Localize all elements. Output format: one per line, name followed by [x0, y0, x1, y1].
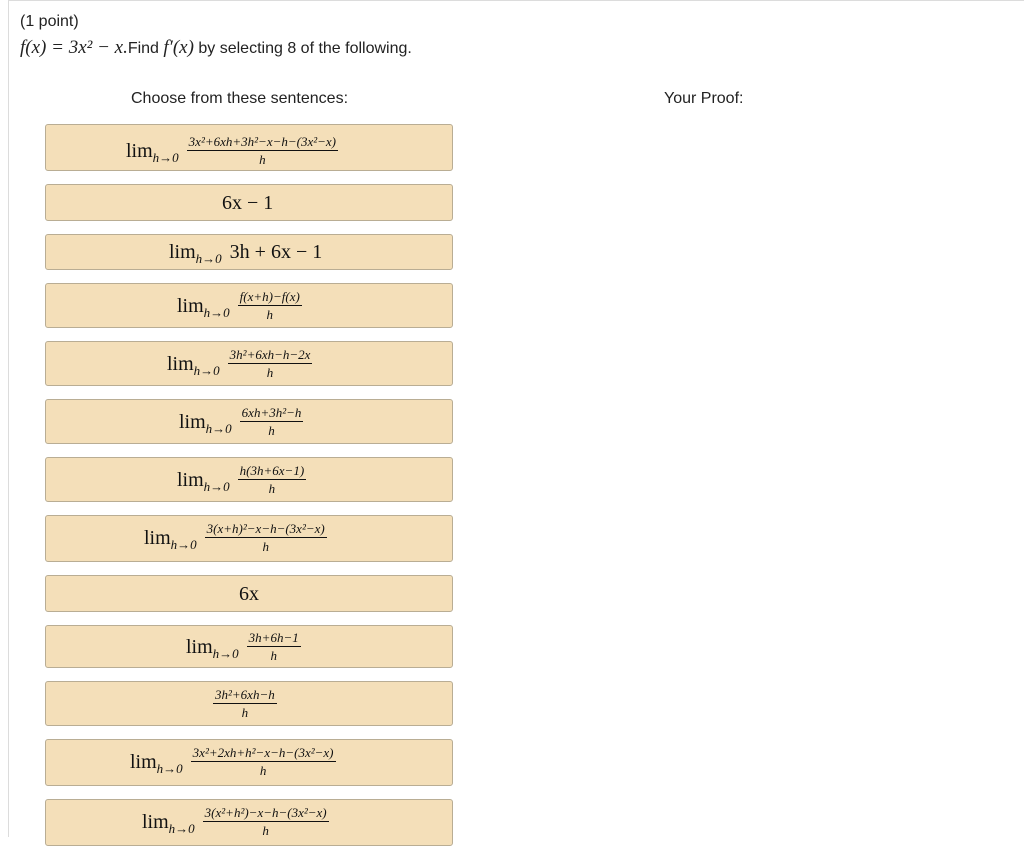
sentence-card[interactable] [45, 515, 453, 562]
fraction [228, 347, 313, 382]
numerator: 3(x²+h²)−x−h−(3x²−x) [204, 805, 327, 820]
lim-label: $\lim_{h\to 0}$ [142, 811, 195, 836]
sentence-card[interactable] [45, 283, 453, 328]
denominator: h [270, 648, 277, 663]
sentence-card[interactable] [45, 399, 453, 444]
fraction [238, 463, 306, 498]
lim-label: $\lim_{h\to 0}$ [169, 241, 222, 266]
fraction [187, 134, 338, 169]
fraction [191, 745, 336, 780]
denominator: h [259, 763, 267, 778]
math-expression [167, 347, 312, 382]
lim-label: $\lim_{h\to 0}$ [179, 411, 232, 436]
choose-heading: Choose from these sentences: [131, 90, 349, 107]
math-expression [213, 687, 277, 722]
expression: 3h + 6x − 1 [229, 241, 323, 263]
proof-heading: Your Proof: [664, 90, 744, 107]
numerator: 3x²+2xh+h²−x−h−(3x²−x) [192, 745, 334, 760]
math-expression [130, 745, 336, 780]
lim-label: $\lim_{h\to 0}$ [126, 140, 179, 165]
math-expression [239, 583, 259, 606]
denominator: h [241, 705, 249, 720]
lim-label: $\lim_{h\to 0}$ [144, 527, 197, 552]
fraction [247, 630, 301, 665]
sentence-card[interactable] [45, 625, 453, 668]
points-label: (1 point) [20, 13, 79, 30]
denominator: h [262, 823, 269, 838]
question-text [20, 37, 412, 59]
find-text: Find [127, 40, 164, 57]
math-expression [186, 630, 301, 665]
sentence-card[interactable] [45, 341, 453, 386]
fraction [213, 687, 277, 722]
sentence-card[interactable] [45, 184, 453, 221]
expression: 6x [239, 583, 259, 605]
lim-label: $\lim_{h\to 0}$ [177, 469, 230, 494]
denominator: h [259, 152, 266, 167]
fraction [203, 805, 329, 840]
derivative-symbol: f′(x) [163, 37, 194, 58]
function-definition: f(x) = 3x² − x. [20, 37, 128, 58]
lim-label: $\lim_{h\to 0}$ [177, 295, 230, 320]
math-expression [177, 289, 302, 324]
math-expression [142, 805, 329, 840]
numerator: 3x²+6xh+3h²−x−h−(3x²−x) [188, 134, 337, 149]
expression: 6x − 1 [222, 192, 274, 214]
lim-label: $\lim_{h\to 0}$ [186, 636, 239, 661]
sentence-card[interactable] [45, 234, 453, 270]
numerator: 3h²+6xh−h−2x [229, 347, 311, 362]
instruction-text: by selecting 8 of the following. [193, 40, 412, 57]
fraction [238, 289, 302, 324]
numerator: 3h²+6xh−h [215, 687, 275, 702]
numerator: 3h+6h−1 [248, 630, 299, 645]
denominator: h [268, 423, 275, 438]
numerator: h(3h+6x−1) [239, 463, 305, 478]
math-expression [169, 241, 322, 264]
sentence-card[interactable] [45, 124, 453, 171]
fraction [240, 405, 304, 440]
sentence-card[interactable] [45, 575, 453, 612]
denominator: h [266, 307, 273, 322]
math-expression [144, 521, 327, 556]
sentence-card[interactable] [45, 681, 453, 726]
math-expression [179, 405, 303, 440]
math-expression [222, 192, 273, 215]
numerator: 3(x+h)²−x−h−(3x²−x) [206, 521, 325, 536]
lim-label: $\lim_{h\to 0}$ [130, 751, 183, 776]
denominator: h [262, 539, 269, 554]
numerator: f(x+h)−f(x) [239, 289, 300, 304]
sentence-card[interactable] [45, 457, 453, 502]
denominator: h [268, 481, 276, 496]
denominator: h [266, 365, 274, 380]
fraction [205, 521, 327, 556]
math-expression [126, 134, 338, 169]
math-expression [177, 463, 306, 498]
lim-label: $\lim_{h\to 0}$ [167, 353, 220, 378]
sentence-card[interactable] [45, 739, 453, 786]
numerator: 6xh+3h²−h [241, 405, 302, 420]
sentence-card[interactable] [45, 799, 453, 846]
